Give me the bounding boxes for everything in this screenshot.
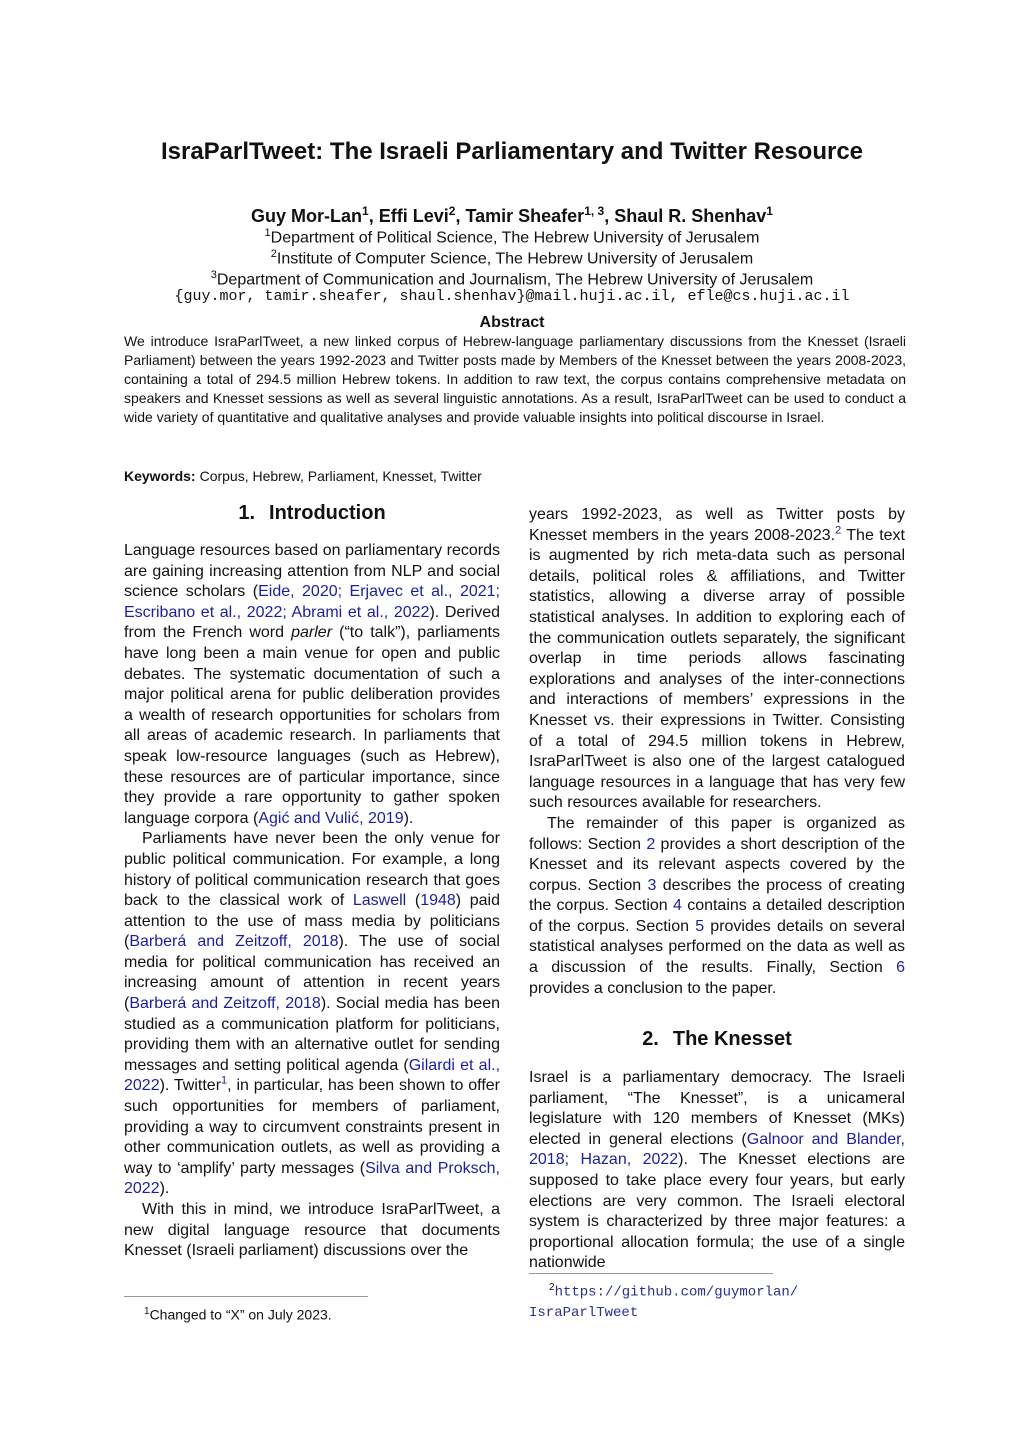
text-run: The remainder of this paper is organized as follows: Section bbox=[529, 814, 905, 853]
text-run: provides details on several statistical analyses performed on the data as well as a discussion of the results. Finally, Section bbox=[529, 917, 905, 977]
section-title: The Knesset bbox=[672, 1028, 792, 1050]
section-number: 2. bbox=[642, 1028, 659, 1050]
citation-link[interactable]: Eide, 2020; Erjavec et al., 2021; Escribano et al., 2022; Abrami et al., 2022 bbox=[124, 583, 501, 621]
author-name: Shaul R. Shenhav bbox=[614, 206, 767, 226]
text-run: ). Social media has been studied as a communication platform for politicians, providing them with an alternative outlet for sending messages and setting political agenda ( bbox=[124, 995, 500, 1074]
citation-link[interactable]: Laswell bbox=[352, 892, 407, 910]
affiliation-sup: 3 bbox=[210, 269, 217, 281]
affiliation-sup: 2 bbox=[270, 248, 277, 260]
keywords-label: Keywords: bbox=[124, 468, 196, 484]
paragraph bbox=[529, 505, 905, 814]
footnote-ref[interactable]: 1 bbox=[221, 1075, 228, 1088]
text-run: Parliaments have never been the only venue for public political communication. For example, a long history of political communication research that goes back to the classical work of bbox=[124, 830, 500, 910]
left-column bbox=[124, 541, 500, 1262]
author-list: Guy Mor-Lan$^1$, Effi Levi$^2$, Tamir Sheafer$^{1, 3}$, Shaul R. Shenhav$^1$ bbox=[251, 204, 773, 226]
affiliation-text: Department of Communication and Journalism, The Hebrew University of Jerusalem bbox=[216, 271, 814, 289]
text-run: ). Derived from the French word bbox=[124, 603, 500, 642]
author-name: Guy Mor-Lan bbox=[251, 206, 363, 226]
footnote-ref[interactable]: 2 bbox=[835, 524, 842, 537]
paragraph bbox=[529, 1068, 905, 1274]
affiliation-text: Department of Political Science, The Hebrew University of Jerusalem bbox=[270, 229, 760, 247]
citation-link[interactable]: Agić and Vulić, 2019 bbox=[258, 809, 404, 827]
footnote bbox=[529, 1279, 905, 1322]
section-link[interactable]: 2 bbox=[646, 835, 656, 853]
section-link[interactable]: 5 bbox=[695, 917, 705, 935]
paragraph bbox=[529, 814, 905, 999]
footnote bbox=[144, 1303, 332, 1324]
abstract-heading: Abstract bbox=[479, 314, 545, 331]
author-emails: {guy.mor, tamir.sheafer, shaul.shenhav}@mail.huji.ac.il, efle@cs.huji.ac.il bbox=[174, 288, 850, 305]
text-run: describes the process of creating the corpus. Section bbox=[529, 876, 905, 915]
author-affil-sup: 2 bbox=[448, 204, 456, 218]
citation-link[interactable]: Barberá and Zeitzoff, 2018 bbox=[129, 995, 321, 1013]
footnote-number: 1 bbox=[144, 1306, 150, 1317]
text-run: ) paid attention to the use of mass media by politicians ( bbox=[124, 892, 501, 951]
footnote-divider bbox=[529, 1273, 773, 1274]
paragraph bbox=[124, 829, 500, 1200]
text-run: Language resources based on parliamentary records are gaining increasing attention from NLP and social science scholars ( bbox=[124, 542, 500, 601]
text-run: ). bbox=[403, 809, 414, 827]
footnote-url[interactable]: IsraParlTweet bbox=[529, 1304, 639, 1321]
citation-link[interactable]: Galnoor and Blander, 2018; Hazan, 2022 bbox=[529, 1130, 905, 1169]
paragraph bbox=[124, 541, 500, 829]
section-heading bbox=[124, 500, 500, 526]
text-run: The text is augmented by rich meta-data such as personal details, political roles & affiliations, and Twitter statistics, allowing a diverse array of possible statistical analyses. In addition to exploring each of the communication outlets separately, the significant overlap in time periods allows fascinating explorations and analyses of the inter-connections and interactions of members’ expressions in the Knesset vs. their expressions in Twitter. Consisting of a total of 294.5 million tokens in Hebrew, IsraParlTweet is also one of the largest catalogued language resources in a language that has very few such resources available for researchers. bbox=[529, 526, 905, 812]
author-name: Tamir Sheafer bbox=[465, 206, 585, 226]
citation-link[interactable]: Silva and Proksch, 2022 bbox=[124, 1159, 500, 1198]
paper-title: IsraParlTweet: The Israeli Parliamentary and Twitter Resource bbox=[160, 138, 864, 165]
author-affil-sup: 1 bbox=[766, 204, 773, 218]
text-run: ). Twitter bbox=[159, 1077, 222, 1095]
author-name: Effi Levi bbox=[378, 206, 449, 226]
right-column bbox=[529, 505, 905, 999]
text-run: ( bbox=[406, 892, 421, 910]
citation-link[interactable]: Gilardi et al., 2022 bbox=[124, 1056, 501, 1095]
affiliation-sup: 1 bbox=[264, 227, 271, 239]
footnote-number: 2 bbox=[549, 1282, 555, 1293]
right-column-section2 bbox=[529, 1068, 905, 1274]
footnote-url[interactable]: https://github.com/guymorlan/ bbox=[554, 1284, 799, 1301]
author-affil-sup: 1, 3 bbox=[584, 204, 605, 218]
text-run: , in particular, has been shown to offer such opportunities for members of parliament, providing a way to circumvent constraints present in other communication outlets, as well as providing a way to ‘amplify’ party messages ( bbox=[124, 1077, 501, 1177]
section-heading bbox=[529, 1026, 905, 1052]
abstract-text: We introduce IsraParlTweet, a new linked corpus of Hebrew-language parliamentary discussions from the Knesset (Israeli Parliament) between the years 1992-2023 and Twitter posts made by Members of the Knesset between the years 2008-2023, containing a total of 294.5 million Hebrew tokens. In addition to raw text, the corpus contains comprehensive metadata on speakers and Knesset sessions as well as several linguistic annotations. As a result, IsraParlTweet can be used to conduct a wide variety of quantitative and qualitative analyses and provide valuable insights into political discourse in Israel. bbox=[124, 333, 906, 425]
keywords-text: Corpus, Hebrew, Parliament, Knesset, Twitter bbox=[199, 468, 482, 484]
text-run: years 1992-2023, as well as Twitter posts by Knesset members in the years 2008-2023. bbox=[529, 506, 905, 544]
text-run: provides a short description of the Knesset and its relevant aspects covered by the corpus. Section bbox=[529, 835, 906, 894]
keywords bbox=[124, 467, 906, 486]
affiliation-text: Institute of Computer Science, The Hebrew University of Jerusalem bbox=[276, 250, 754, 268]
citation-link[interactable]: Barberá and Zeitzoff, 2018 bbox=[129, 933, 339, 951]
section-title: Introduction bbox=[269, 502, 386, 524]
text-run: ). The Knesset elections are supposed to take place every four years, but early elections are very common. The Israeli electoral system is characterized by three major features: a proportional allocation formula; the use of a single nationwide bbox=[529, 1151, 905, 1272]
text-run: contains a detailed description of the corpus. Section bbox=[529, 897, 905, 935]
footnote-text: Changed to “X” on July 2023. bbox=[149, 1306, 332, 1323]
section-link[interactable]: 6 bbox=[896, 959, 905, 977]
text-run: ). bbox=[159, 1180, 170, 1198]
italic-word: parler bbox=[291, 624, 333, 642]
citation-link[interactable]: 1948 bbox=[420, 892, 456, 910]
section-number: 1. bbox=[238, 502, 256, 524]
section-link[interactable]: 4 bbox=[672, 897, 682, 915]
section-link[interactable]: 3 bbox=[647, 876, 657, 894]
paragraph: With this in mind, we introduce IsraParlTweet, a new digital language resource that documents Knesset (Israeli parliament) discussions over the bbox=[124, 1201, 500, 1260]
text-run: (“to talk”), parliaments have long been a main venue for open and public debates. The systematic documentation of such a major political arena for public deliberation provides a wealth of research opportunities for scholars from all areas of academic research. In parliaments that speak low-resource languages (such as Hebrew), these resources are of particular importance, since they provide a rare opportunity to gather spoken language corpora ( bbox=[124, 624, 501, 827]
footnote-divider bbox=[124, 1296, 368, 1297]
text-run: Israel is a parliamentary democracy. The Israeli parliament, “The Knesset”, is a unicameral legislature with 120 members of Knesset (MKs) elected in general elections ( bbox=[529, 1069, 905, 1148]
text-run: ). The use of social media for political communication has received an increasing amount of attention in recent years ( bbox=[124, 933, 500, 1013]
author-affil-sup: 1 bbox=[362, 204, 369, 218]
text-run: provides a conclusion to the paper. bbox=[529, 979, 777, 997]
